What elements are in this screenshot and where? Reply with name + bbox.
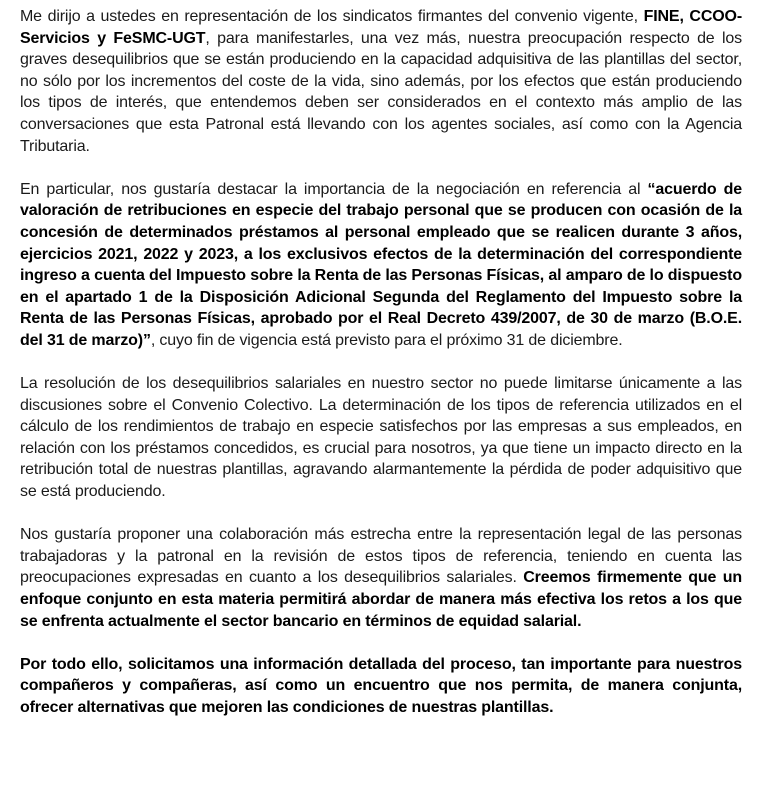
paragraph-collaboration-proposal [20, 524, 742, 632]
proposal-text: Nos gustaría proponer una colaboración más estrecha entre la representación legal de las personas trabajadoras y la patronal en la revisión de estos tipos de referencia, teniendo en cuenta las preocupaciones expresadas en cuanto a los desequilibrios salariales. [20, 526, 742, 587]
paragraph-agreement-reference [20, 179, 742, 352]
paragraph-request [20, 654, 742, 719]
intro-text-start: Me dirijo a ustedes en representación de los sindicatos firmantes del convenio vigente, [20, 8, 644, 25]
agreement-quote: “acuerdo de valoración de retribuciones en especie del trabajo personal que se producen con ocasión de la concesión de determinados préstamos al personal empleado que se realicen durante 3 años, ejercicios 2021, 2022 y 2023, a los exclusivos efectos de la determinación del correspondiente ingreso a cuenta del Impuesto sobre la Renta de las Personas Físicas, al amparo de lo dispuesto en el apartado 1 de la Disposición Adicional Segunda del Reglamento del Impuesto sobre la Renta de las Personas Físicas, aprobado por el Real Decreto 439/2007, de 30 de marzo (B.O.E. del 31 de marzo)” [20, 180, 742, 349]
agreement-text-start: En particular, nos gustaría destacar la importancia de la negociación en referencia al [20, 180, 648, 198]
imbalances-text: La resolución de los desequilibrios salariales en nuestro sector no puede limitarse únicamente a las discusiones sobre el Convenio Colectivo. La determinación de los tipos de referencia utilizados en el cálculo de los rendimientos de trabajo en especie satisfechos por las empresas a sus empleados, en relación con los préstamos concedidos, es crucial para nosotros, ya que tiene un impacto directo en la retribución total de nuestras plantillas, agravando alarmantemente la pérdida de poder adquisitivo que se está produciendo. [20, 375, 742, 501]
proposal-emphasis: Creemos firmemente que un enfoque conjunto en esta materia permitirá abordar de manera más efectiva los retos a los que se enfrenta actualmente el sector bancario en términos de equidad salarial. [20, 569, 742, 630]
request-text: Por todo ello, solicitamos una información detallada del proceso, tan importante para nuestros compañeros y compañeras, así como un encuentro que nos permita, de manera conjunta, ofrecer alternativas que mejoren las condiciones de nuestras plantillas. [20, 655, 742, 716]
agreement-text-end: , cuyo fin de vigencia está previsto para el próximo 31 de diciembre. [150, 331, 623, 349]
paragraph-salary-imbalances [20, 373, 742, 503]
intro-text-end: , para manifestarles, una vez más, nuestra preocupación respecto de los graves desequilibrios que se están produciendo en la capacidad adquisitiva de las plantillas del sector, no sólo por los incrementos del coste de la vida, sino además, por los efectos que están produciendo los tipos de interés, que entendemos deben ser considerados en el contexto más amplio de las conversaciones que esta Patronal está llevando con los agentes sociales, así como con la Agencia Tributaria. [20, 29, 742, 155]
unions-names: FINE, CCOO-Servicios y FeSMC-UGT [20, 8, 742, 47]
paragraph-introduction [20, 6, 742, 157]
